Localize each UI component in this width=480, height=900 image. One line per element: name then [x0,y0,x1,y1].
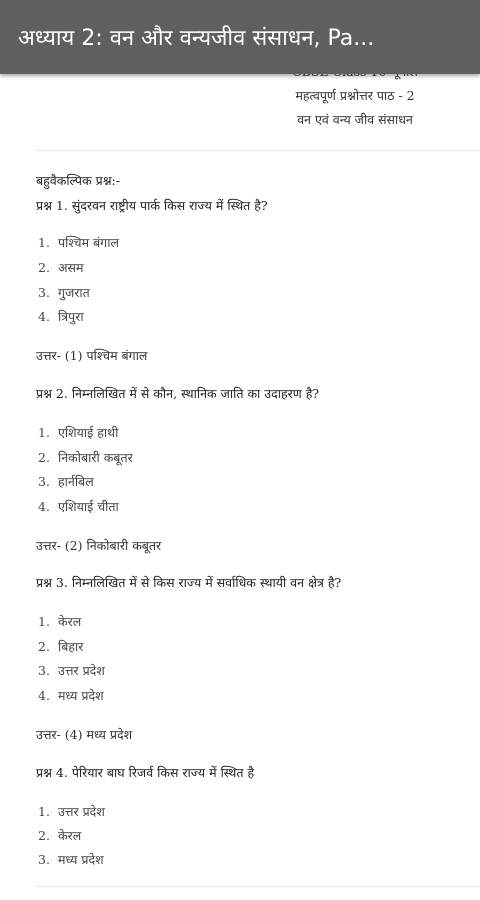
option-text: उत्तर प्रदेश [58,804,105,819]
option-number: 4. [38,309,50,324]
option-number: 1. [38,804,50,819]
option-text: उत्तर प्रदेश [58,663,105,678]
option-text: केरल [58,828,82,843]
option-item [38,803,105,820]
option-number: 2. [38,828,50,843]
option-text: एशियाई हाथी [58,425,119,440]
app-title: अध्याय 2: वन और वन्यजीव संसाधन, Pa... [18,26,375,51]
question-2: प्रश्न 2. निम्नलिखित में से कौन, स्थानिक जाति का उदाहरण है? [36,386,320,401]
option-text: मध्य प्रदेश [58,688,104,703]
question-4: प्रश्न 4. पेरियार बाघ रिजर्व किस राज्य में स्थित है [36,765,255,780]
option-item [38,234,119,251]
option-number: 2. [38,450,50,465]
answer-2: उत्तर- (2) निकोबारी कबूतर [36,538,162,553]
header-title-line: महत्वपूर्ण प्रश्नोत्तर पाठ - 2 [295,88,415,103]
option-number: 2. [38,639,50,654]
app-bar [0,0,480,74]
option-text: केरल [58,614,82,629]
option-text: पश्चिम बंगाल [58,235,119,250]
answer-1: उत्तर- (1) पश्चिम बंगाल [36,348,148,363]
option-item [38,498,119,515]
option-item [38,284,90,301]
option-text: एशियाई चीता [58,499,119,514]
option-item [38,827,81,844]
option-item [38,259,83,276]
option-item [38,662,105,679]
option-text: निकोबारी कबूतर [58,450,133,465]
divider [36,886,480,887]
option-item [38,424,118,441]
option-number: 3. [38,852,50,867]
option-item [38,449,133,466]
option-number: 4. [38,499,50,514]
header-chapter-line: वन एवं वन्य जीव संसाधन [297,112,413,127]
option-item [38,308,84,325]
option-text: गुजरात [58,285,90,300]
option-text: त्रिपुरा [58,309,84,324]
option-number: 1. [38,425,50,440]
option-number: 3. [38,285,50,300]
option-item [38,638,83,655]
question-3: प्रश्न 3. निम्नलिखित में से किस राज्य में सर्वाधिक स्थायी वन क्षेत्र है? [36,575,342,590]
answer-3: उत्तर- (4) मध्य प्रदेश [36,727,133,742]
option-item [38,851,104,868]
divider [36,150,480,151]
section-heading: बहुवैकल्पिक प्रश्न:- [36,173,120,188]
option-number: 3. [38,474,50,489]
option-number: 2. [38,260,50,275]
option-number: 4. [38,688,50,703]
option-item [38,473,94,490]
question-1: प्रश्न 1. सुंदरवन राष्ट्रीय पार्क किस राज्य में स्थित है? [36,198,268,213]
option-number: 1. [38,235,50,250]
document-view[interactable] [0,60,480,900]
option-number: 1. [38,614,50,629]
option-number: 3. [38,663,50,678]
option-text: बिहार [58,639,84,654]
option-item [38,613,81,630]
option-text: मध्य प्रदेश [58,852,104,867]
option-item [38,687,104,704]
option-text: हार्नबिल [58,474,94,489]
option-text: असम [58,260,84,275]
